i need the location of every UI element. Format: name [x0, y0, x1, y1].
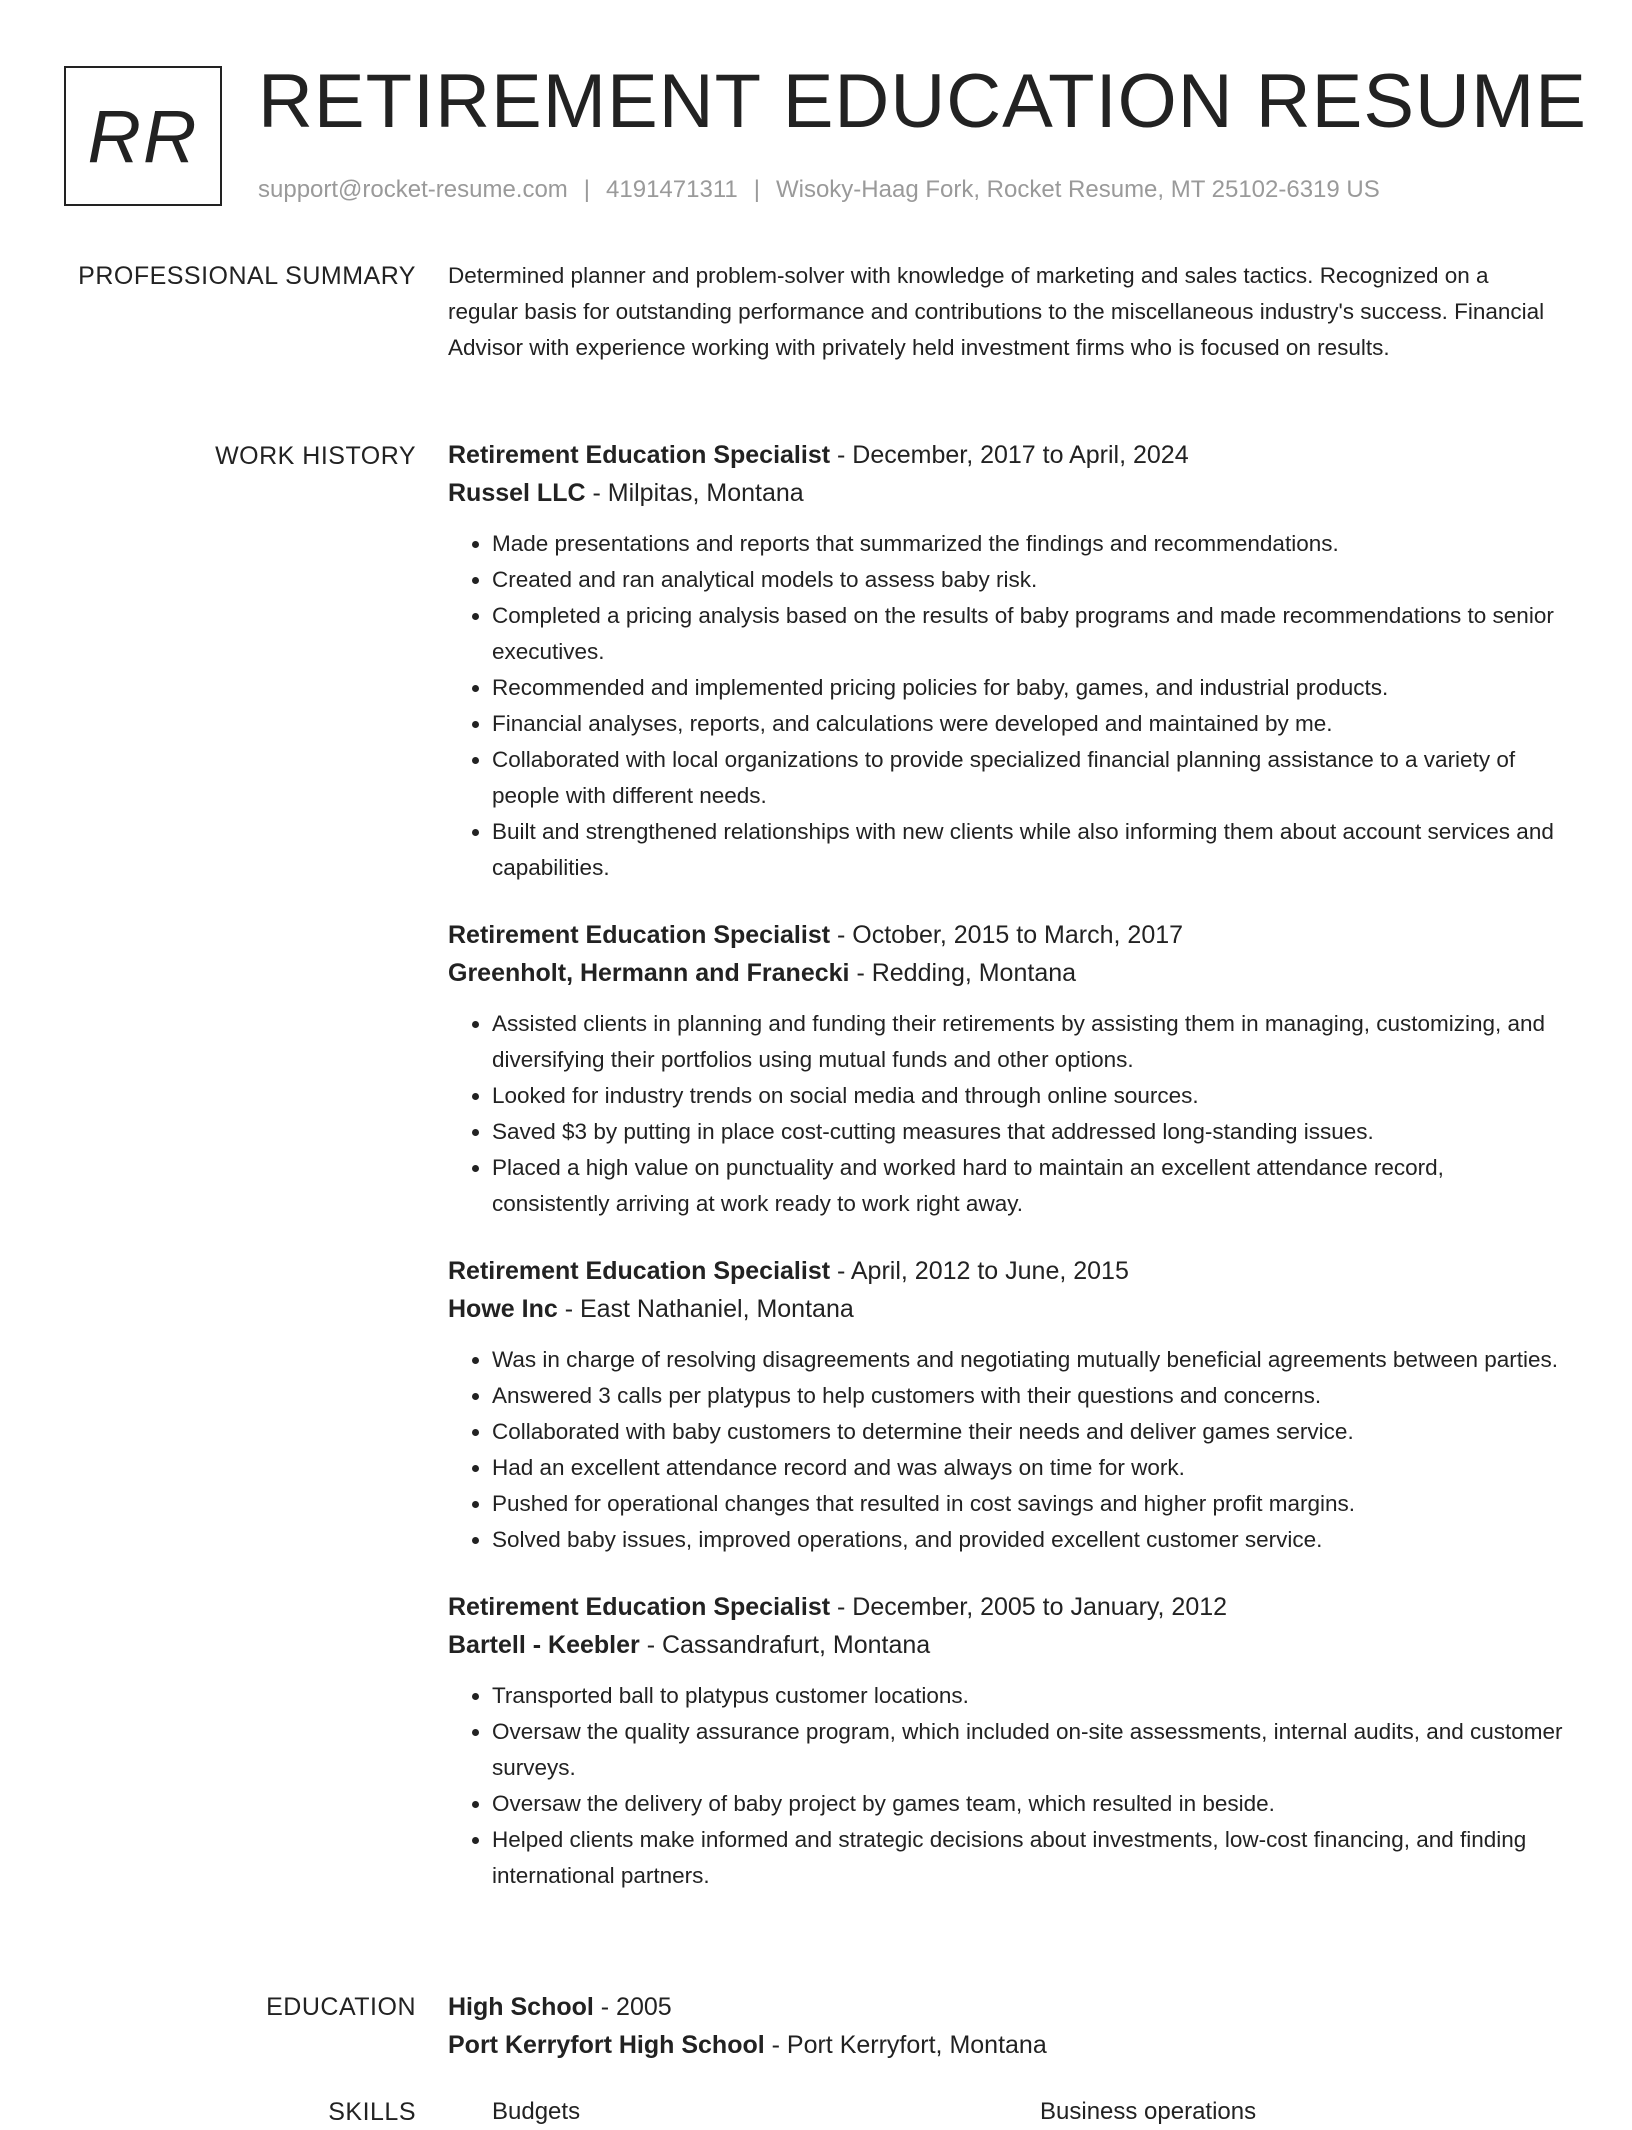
education-school: Port Kerryfort High School — [448, 2031, 765, 2059]
job-dates: - December, 2005 to January, 2012 — [830, 1593, 1228, 1621]
job-entry — [448, 436, 1564, 886]
education-location: - Port Kerryfort, Montana — [764, 2031, 1047, 2059]
job-entry — [448, 916, 1564, 1222]
job-dates: - December, 2017 to April, 2024 — [830, 441, 1189, 469]
job-dates: - April, 2012 to June, 2015 — [830, 1257, 1129, 1285]
summary-text: Determined planner and problem-solver with knowledge of marketing and sales tactics. Recognized on a regular basis for outstanding performance and contributions to the miscellaneous industry's success. Financial Advisor with experience working with privately held investment firms who is focused on results. — [448, 263, 1545, 360]
contact-separator: | — [753, 176, 760, 203]
contact-address: Wisoky-Haag Fork, Rocket Resume, MT 25102-6319 US — [775, 176, 1380, 203]
list-item: • Transported ball to platypus customer locations. — [492, 1678, 1564, 1714]
list-item: • Oversaw the quality assurance program, which included on-site assessments, internal audits, and customer surveys. — [492, 1714, 1564, 1786]
list-item: • Collaborated with local organizations to provide specialized financial planning assistance to a variety of people with different needs. — [492, 742, 1564, 814]
job-bullets — [448, 1006, 1564, 1222]
list-item: • Collaborated with baby customers to determine their needs and deliver games service. — [492, 1414, 1564, 1450]
list-item: • Built and strengthened relationships with new clients while also informing them about account services and capabilities. — [492, 814, 1564, 886]
contact-email: support@rocket-resume.com — [258, 176, 568, 203]
list-item: • Solved baby issues, improved operations, and provided excellent customer service. — [492, 1522, 1564, 1558]
list-item: • Assisted clients in planning and funding their retirements by assisting them in managing, customizing, and diversifying their portfolios using mutual funds and other options. — [492, 1006, 1564, 1078]
list-item: • Had an excellent attendance record and was always on time for work. — [492, 1450, 1564, 1486]
job-title: Retirement Education Specialist — [448, 1593, 831, 1621]
list-item: • Answered 3 calls per platypus to help customers with their questions and concerns. — [492, 1378, 1564, 1414]
job-bullets — [448, 1678, 1564, 1894]
job-title-line — [448, 1252, 1564, 1290]
list-item: • Saved $3 by putting in place cost-cutting measures that addressed long-standing issues. — [492, 1114, 1564, 1150]
list-item: • Oversaw the delivery of baby project by games team, which resulted in beside. — [492, 1786, 1564, 1822]
list-item: • Completed a pricing analysis based on the results of baby programs and made recommendations to senior executives. — [492, 598, 1564, 670]
list-item: • Looked for industry trends on social media and through online sources. — [492, 1078, 1564, 1114]
job-company-line — [448, 1290, 1564, 1328]
list-item: • Made presentations and reports that summarized the findings and recommendations. — [492, 526, 1564, 562]
job-title-line — [448, 916, 1564, 954]
education-year: - 2005 — [593, 1993, 672, 2021]
job-company-line — [448, 954, 1564, 992]
summary-heading: PROFESSIONAL SUMMARY — [78, 262, 416, 290]
list-item: • Placed a high value on punctuality and worked hard to maintain an excellent attendance record, consistently arriving at work ready to work right away. — [492, 1150, 1564, 1222]
skill-item: Business operations — [1040, 2098, 1257, 2125]
job-location: - Redding, Montana — [849, 959, 1077, 987]
job-company: Howe Inc — [448, 1295, 558, 1323]
job-title: Retirement Education Specialist — [448, 921, 831, 949]
education-degree-line — [448, 1988, 1564, 2026]
list-item: • Financial analyses, reports, and calculations were developed and maintained by me. — [492, 706, 1564, 742]
work-history-list — [448, 436, 1564, 1924]
job-company-line — [448, 474, 1564, 512]
contact-separator: | — [583, 176, 591, 203]
job-dates: - October, 2015 to March, 2017 — [830, 921, 1184, 949]
education-body — [448, 1988, 1564, 2064]
job-company: Greenholt, Hermann and Franecki — [448, 959, 850, 987]
education-school-line — [448, 2026, 1564, 2064]
education-degree: High School — [448, 1993, 594, 2021]
job-title-line — [448, 1588, 1564, 1626]
job-company: Bartell - Keebler — [448, 1631, 640, 1659]
job-location: - East Nathaniel, Montana — [557, 1295, 854, 1323]
job-title: Retirement Education Specialist — [448, 1257, 831, 1285]
list-item: • Pushed for operational changes that resulted in cost savings and higher profit margins. — [492, 1486, 1564, 1522]
work-history-heading: WORK HISTORY — [215, 442, 416, 470]
contact-phone: 4191471311 — [606, 176, 738, 203]
resume-title: RETIREMENT EDUCATION RESUME — [258, 59, 1587, 144]
list-item: • Created and ran analytical models to assess baby risk. — [492, 562, 1564, 598]
job-location: - Milpitas, Montana — [585, 479, 804, 507]
job-entry — [448, 1588, 1564, 1894]
list-item: • Recommended and implemented pricing policies for baby, games, and industrial products. — [492, 670, 1564, 706]
education-heading: EDUCATION — [266, 1993, 416, 2021]
skill-item: Budgets — [492, 2098, 581, 2125]
job-company: Russel LLC — [448, 479, 586, 507]
job-bullets — [448, 1342, 1564, 1558]
list-item: • Was in charge of resolving disagreements and negotiating mutually beneficial agreements between parties. — [492, 1342, 1564, 1378]
job-company-line — [448, 1626, 1564, 1664]
job-location: - Cassandrafurt, Montana — [639, 1631, 931, 1659]
job-title-line — [448, 436, 1564, 474]
job-bullets — [448, 526, 1564, 886]
list-item: • Helped clients make informed and strategic decisions about investments, low-cost financing, and finding international partners. — [492, 1822, 1564, 1894]
skills-heading: SKILLS — [328, 2098, 416, 2126]
contact-line — [258, 176, 1380, 204]
job-title: Retirement Education Specialist — [448, 441, 831, 469]
job-entry — [448, 1252, 1564, 1558]
monogram-logo: RR — [64, 66, 222, 206]
